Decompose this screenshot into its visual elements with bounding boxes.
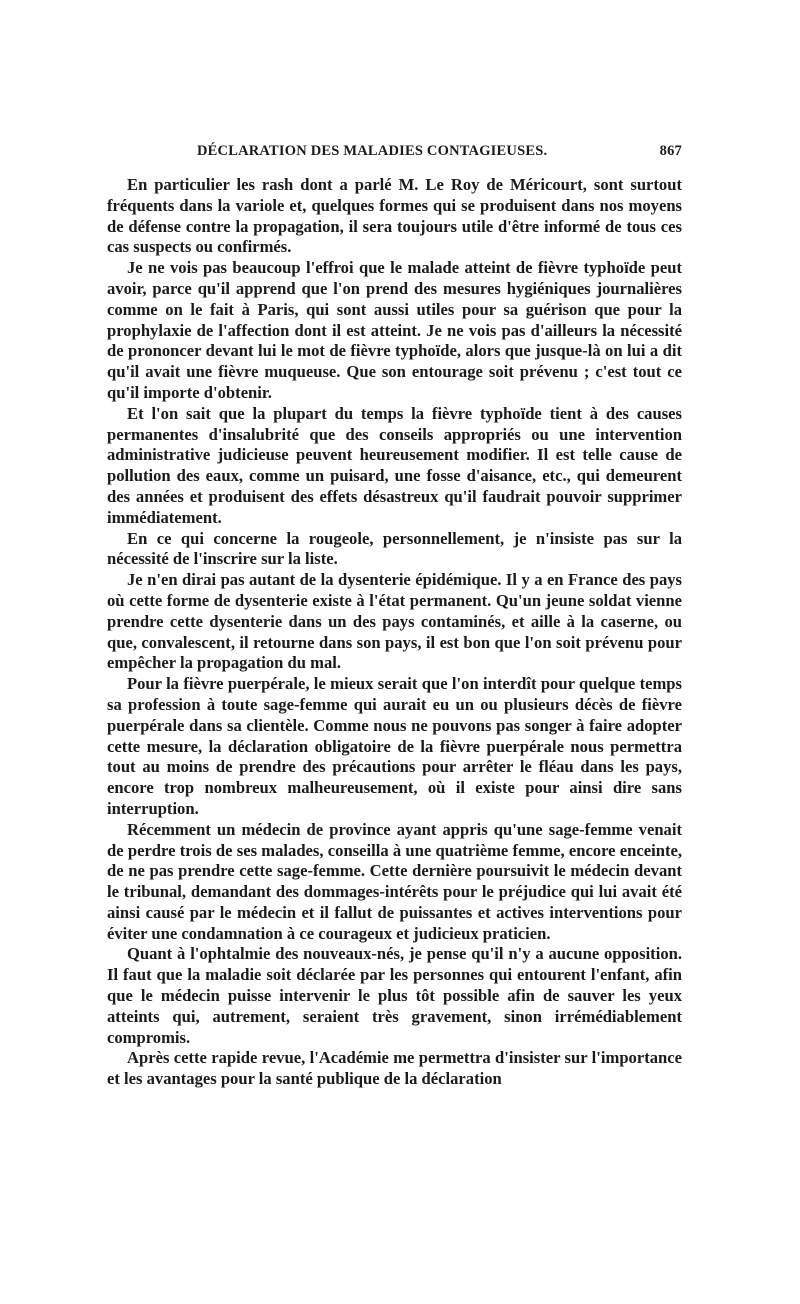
running-title: DÉCLARATION DES MALADIES CONTAGIEUSES. [197,143,548,159]
page-number: 867 [659,143,682,159]
running-head [107,143,682,169]
paragraph-insalubrity: Et l'on sait que la plupart du temps la fièvre typhoïde tient à des causes permanentes d'insalubrité que des conseils appropriés ou une intervention administrative judicieuse peuvent heureusement modifier. Il est telle cause de pollution des eaux, comme un puisard, une fosse d'aisance, etc., qui demeurent des années et produisent des effets désastreux qu'il faudrait pouvoir supprimer immédiatement. [107,403,682,527]
paragraph-conclusion: Après cette rapide revue, l'Académie me permettra d'insister sur l'importance et les avantages pour la santé publique de la déclaration [107,1048,682,1089]
paragraph-puerperal-fever: Pour la fièvre puerpérale, le mieux serait que l'on interdît pour quelque temps sa profession à toute sage-femme qui aurait eu un ou plusieurs décès de fièvre puerpérale dans sa clientèle. Comme nous ne pouvons pas songer à faire adopter cette mesure, la déclaration obligatoire de la fièvre puerpérale nous permettra tout au moins de prendre des précautions pour arrêter le fléau dans les pays, encore trop nombreux malheureusement, où il existe pour ainsi dire sans interruption. [107,674,682,818]
paragraph-midwife-case: Récemment un médecin de province ayant appris qu'une sage-femme venait de perdre trois de ses malades, conseilla à une quatrième femme, encore enceinte, de ne pas prendre cette sage-femme. Cette dernière poursuivit le médecin devant le tribunal, demandant des dommages-intérêts pour le préjudice qui lui avait été ainsi causé par le médecin et il fallut de puissantes et actives interventions pour éviter une condamnation à ce courageux et judicieux praticien. [107,819,682,943]
paragraph-typhoid-fear: Je ne vois pas beaucoup l'effroi que le malade atteint de fièvre typhoïde peut avoir, parce qu'il apprend que l'on prend des mesures hygiéniques journalières comme on le fait à Paris, qui sont aussi utiles pour sa guérison que pour la prophylaxie de l'affection dont il est atteint. Je ne vois pas d'ailleurs la nécessité de prononcer devant lui le mot de fièvre typhoïde, alors que jusque-là on lui a dit qu'il avait une fièvre muqueuse. Que son entourage soit prévenu ; c'est tout ce qu'il importe d'obtenir. [107,258,682,402]
paragraph-ophthalmia: Quant à l'ophtalmie des nouveaux-nés, je pense qu'il n'y a aucune opposition. Il faut que la maladie soit déclarée par les personnes qui entourent l'enfant, afin que le médecin puisse intervenir le plus tôt possible afin de sauver les yeux atteints qui, autrement, seraient très gravement, sinon irrémédiablement compromis. [107,944,682,1047]
page [107,143,682,1090]
paragraph-measles: En ce qui concerne la rougeole, personnellement, je n'insiste pas sur la nécessité de l'inscrire sur la liste. [107,528,682,569]
paragraph-dysentery: Je n'en dirai pas autant de la dysenterie épidémique. Il y a en France des pays où cette forme de dysenterie existe à l'état permanent. Qu'un jeune soldat vienne prendre cette dysenterie dans un des pays contaminés, et aille à la caserne, ou que, convalescent, il retourne dans son pays, il est bon que l'on soit prévenu pour empêcher la propagation du mal. [107,570,682,673]
body-text [107,175,682,1090]
paragraph-rash: En particulier les rash dont a parlé M. Le Roy de Méricourt, sont surtout fréquents dans la variole et, quelques formes qui se produisent dans nos moyens de défense contre la propagation, il sera toujours utile d'être informé de tous ces cas suspects ou confirmés. [107,175,682,257]
